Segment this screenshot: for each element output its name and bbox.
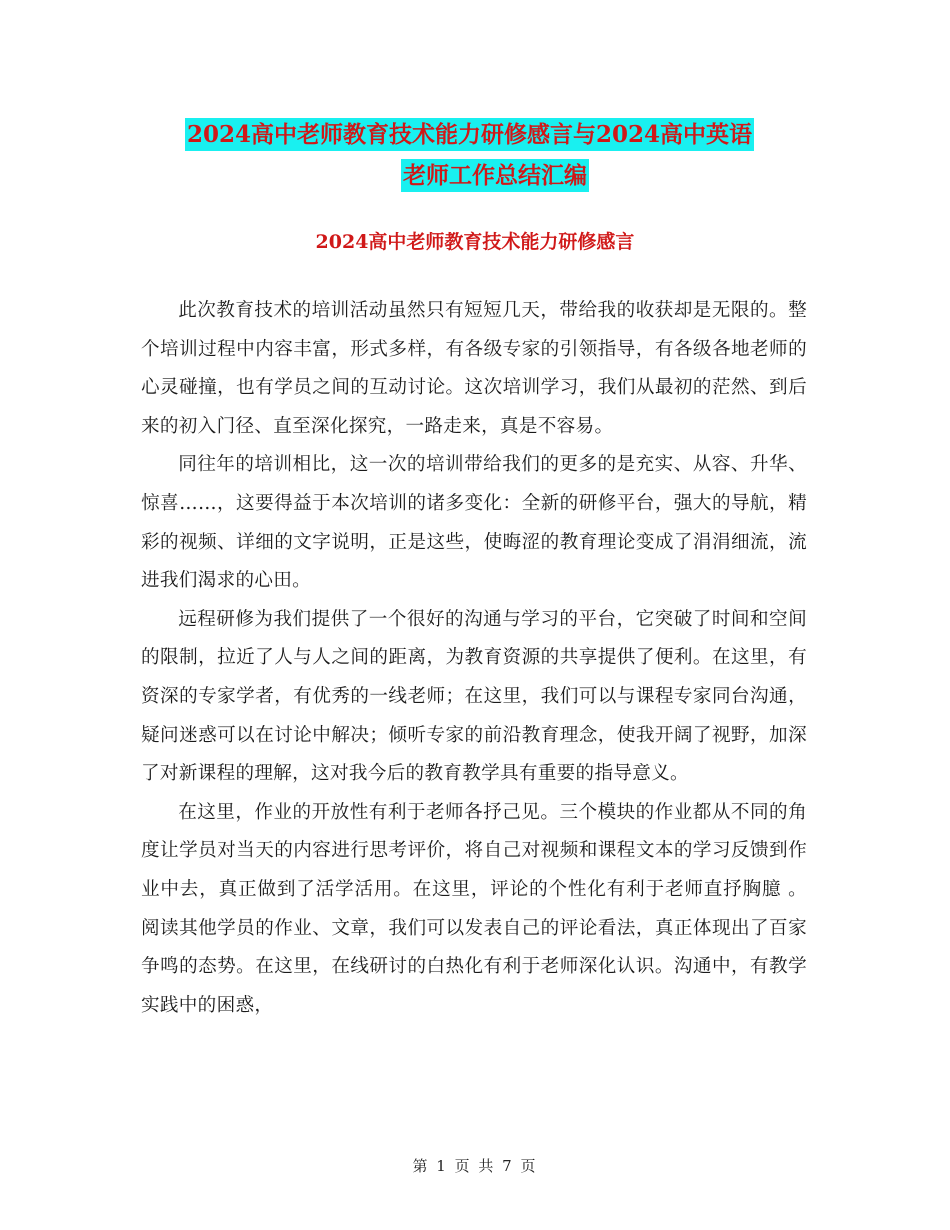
document-title-line-1 [185, 116, 815, 149]
paragraph: 远程研修为我们提供了一个很好的沟通与学习的平台，它突破了时间和空间的限制，拉近了人与人之间的距离，为教育资源的共享提供了便利。在这里，有资深的专家学者，有优秀的一线老师；在这里，我们可以与课程专家同台沟通，疑问迷惑可以在讨论中解决；倾听专家的前沿教育理念，使我开阔了视野，加深了对新课程的理解，这对我今后的教育教学具有重要的指导意义。 [141, 608, 807, 785]
page-number-footer: 第 1 页 共 7 页 [412, 1157, 538, 1175]
paragraph: 同往年的培训相比，这一次的培训带给我们的更多的是充实、从容、升华、惊喜……，这要得益于本次培训的诸多变化：全新的研修平台，强大的导航，精彩的视频、详细的文字说明，正是这些，使晦涩的教育理论变成了涓涓细流，流进我们渴求的心田。 [141, 454, 807, 592]
document-body [141, 292, 807, 1025]
paragraph: 在这里，作业的开放性有利于老师各抒己见。三个模块的作业都从不同的角度让学员对当天的内容进行思考评价，将自己对视频和课程文本的学习反馈到作业中去，真正做到了活学活用。在这里，评论的个性化有利于老师直抒胸臆 。阅读其他学员的作业、文章，我们可以发表自己的评论看法，真正体现出了百家争鸣的态势。在这里，在线研讨的白热化有利于老师深化认识。沟通中，有教学实践中的困惑， [141, 801, 807, 1016]
paragraph: 此次教育技术的培训活动虽然只有短短几天，带给我的收获却是无限的。整个培训过程中内容丰富，形式多样，有各级专家的引领指导，有各级各地老师的心灵碰撞，也有学员之间的互动讨论。这次培训学习，我们从最初的茫然、到后来的初入门径、直至深化探究，一路走来，真是不容易。 [141, 300, 807, 437]
title-highlight: 2024高中老师教育技术能力研修感言与2024高中英语 [185, 118, 754, 151]
section-title: 2024高中老师教育技术能力研修感言 [315, 231, 635, 253]
title-highlight: 老师工作总结汇编 [401, 159, 589, 192]
document-title-line-2 [120, 157, 870, 190]
